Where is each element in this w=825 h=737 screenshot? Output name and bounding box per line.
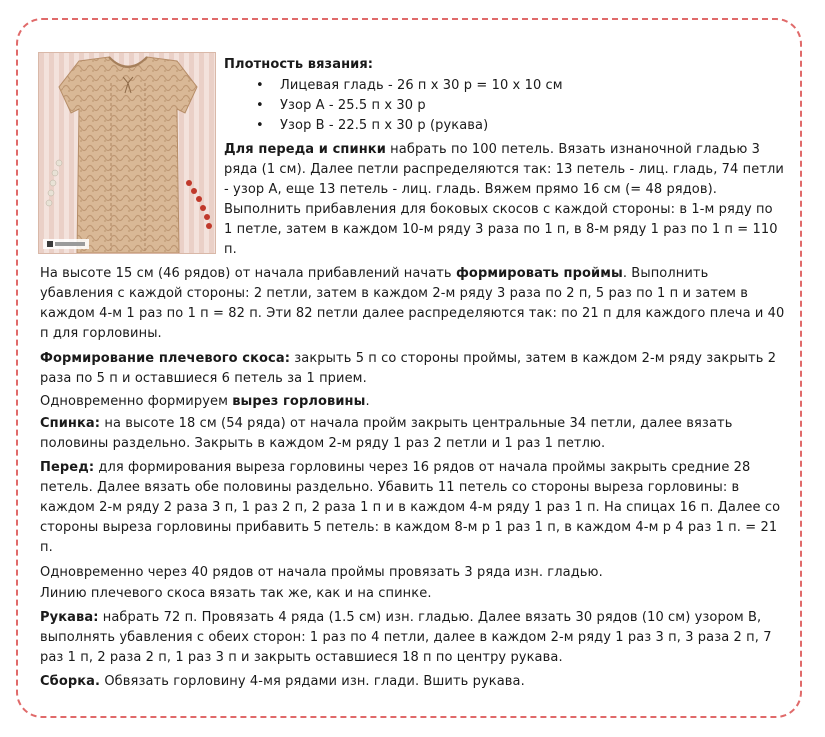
assembly-label: Сборка. <box>40 674 101 689</box>
knitted-top-illustration <box>39 53 216 254</box>
density-list <box>224 76 563 136</box>
shoulder-paragraph: Формирование плечевого скоса: закрыть 5 п со стороны проймы, затем в каждом 2-м ряду закрыть 2 раза по 5 п и оставшиеся 6 петель за 1 прием. <box>40 351 777 386</box>
sleeve-label: Рукава: <box>40 610 99 625</box>
front-back-text: набрать по 100 петель. Вязать изнаночной гладью 3 ряда (1 см). Далее петли распределяются так: 13 петель - лиц. гладь, 74 петли - узор А, еще 13 петель - лиц. гладь. Вяжем прямо 16 см (= 48 рядов). Выполнить прибавления для боковых скосов с каждой стороны: в 1-м ряду по 1 петле, затем в каждом 10-м ряду 3 раза по 1 п, в 8-м ряду 1 раз по 1 п = 110 п. <box>224 142 784 257</box>
density-title: Плотность вязания: <box>224 57 374 72</box>
shoulder-label: Формирование плечевого скоса: <box>40 351 291 366</box>
armholes-paragraph: На высоте 15 см (46 рядов) от начала прибавлений начать формировать проймы. Выполнить убавления с каждой стороны: 2 петли, затем в каждом 2-м ряду 3 раза по 2 п, 5 раз по 1 п и затем в каждом 4-м 1 раз по 1 п = 82 п. Эти 82 петли далее распределяются так: по 21 п для каждого плеча и 40 п для горловины. <box>40 266 785 341</box>
front-back-paragraph <box>224 140 784 260</box>
sweater-photo <box>38 52 216 254</box>
density-item: • Узор В - 22.5 п х 30 р (рукава) <box>224 116 563 136</box>
front-label: Перед: <box>40 460 95 475</box>
simultaneous-paragraph: Одновременно через 40 рядов от начала проймы провязать 3 ряда изн. гладью. <box>40 565 603 580</box>
density-item: • Узор А - 25.5 п х 30 р <box>224 96 563 116</box>
front-back-label: Для переда и спинки <box>224 142 386 157</box>
density-item: • Лицевая гладь - 26 п х 30 р = 10 х 10 см <box>224 76 563 96</box>
neckline-paragraph: Одновременно формируем вырез горловины. <box>40 394 370 409</box>
sleeve-paragraph: Рукава: набрать 72 п. Провязать 4 ряда (1.5 см) изн. гладью. Далее вязать 30 рядов (10 см) узором В, выполнять убавления с обеих сторон: 1 раз по 4 петли, далее в каждом 2-м ряду 1 раз 3 п, 3 раза 2 п, 7 раз 1 п, 2 раза 2 п, 1 раз 3 п и закрыть оставшиеся 18 п по центру рукава. <box>40 610 772 665</box>
shoulder-line-paragraph: Линию плечевого скоса вязать так же, как и на спинке. <box>40 586 432 601</box>
back-paragraph: Спинка: на высоте 18 см (54 ряда) от начала пройм закрыть центральные 34 петли, далее вязать половины раздельно. Закрыть в каждом 2-м ряду 1 раз 2 петли и 1 раз 1 петлю. <box>40 416 733 451</box>
front-paragraph: Перед: для формирования выреза горловины через 16 рядов от начала проймы закрыть средние 28 петель. Далее вязать обе половины раздельно. Убавить 11 петель со стороны выреза горловины: в каждом 2-м ряду 2 раза 3 п, 1 раз 2 п, 2 раза 1 п и в каждом 4-м ряду 1 раз 1 п. На спицах 16 п. Далее со стороны выреза горловины прибавить 5 петель: в каждом 8-м р 1 раз 1 п, в каждом 4-м р 4 раз 1 п. = 21 п. <box>40 460 781 555</box>
armholes-bold: формировать проймы <box>455 266 623 281</box>
neckline-bold: вырез горловины <box>232 394 366 409</box>
assembly-paragraph: Сборка. Обвязать горловину 4-мя рядами изн. глади. Вшить рукава. <box>40 674 525 689</box>
back-label: Спинка: <box>40 416 101 431</box>
